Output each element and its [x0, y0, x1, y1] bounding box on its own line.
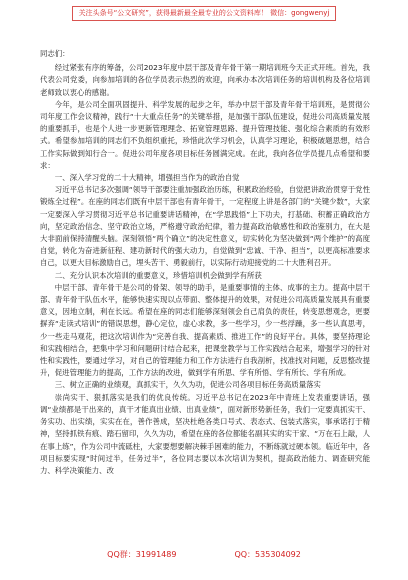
section-heading-3: 三、树立正确的业绩观，真抓实干，久久为功，促进公司各项目标任务高质量落实: [54, 380, 321, 390]
top-banner: [0, 0, 408, 26]
salutation: 同志们：: [40, 49, 70, 58]
intro-paragraph: 经过紧张有序的筹备，公司2023年度中层干部及青年骨干第一期培训班今天正式开班。首先，我代表公司党委，向参加培训的各位学员表示热烈的欢迎，向承办本次培训任务的培训机构及各位培训老师致以衷心的感谢。: [40, 63, 370, 97]
promo-notice: 关注头条号“公文研究”，获得最新最全最专业的公文资料库！ 微信：gongwenyj: [72, 6, 337, 21]
section-2-paragraph: 中层干部、青年骨干是公司的骨架、领导的助手，是重要事情的主体、成事的主力。提高中层干部、青年骨干队伍水平，能够快速实现以点带面、整体提升的效果，对促进公司高质量发展具有重要意义，因地立制，利在长远。希望在座的同志们能够深刻领会自己肩负的责任，转变思想观念，更要摒弃“走读式培训”的错误思想，静心定位，虚心求教，多一些学习，少一些浮躁，多一些认真思考，少一些走马观花，把这次培训作为“完善自我、提高素质、推进工作”的良好平台。具体，要坚持理论和实践相结合，把集中学习和问题研讨结合起来，把课堂教学与工作实践结合起来，增强学习的针对性和实践性，要通过学习，对自己的管理能力和工作方法进行自我剖析，找准找对问题，反思整改提升，促进管理能力的提高，工作方法的改进，做到学有所思、学有所悟、学有所长、学有所成。: [40, 282, 370, 378]
qq-group: QQ群：31991489: [107, 550, 177, 559]
section-1-paragraph: 习近平总书记多次强调“领导干部要注重加强政治历练，积累政治经验，自觉把讲政治贯穿于党性锻炼全过程”。在座的同志们既有中层干部也有青年骨干，一定程度上讲是各部门的“关键少数”，大家一定要深入学习贯彻习近平总书记重要讲话精神，在“学思践悟”上下功夫，打基础、积蓄正确政治方向，坚定政治信念、坚守政治立场，严格遵守政治纪律，着力提高政治敏感性和政治鉴别力，在大是大非面前保持清醒头脑。深刻领悟“两个确立”的决定性意义，切实转化为坚决做到“两个维护”的高度自觉，转化为奋进新征程、建功新时代的强大动力，自觉做到“忠诚、干净、担当”，以更高标准要求自己，以更大目标激励自己，埋头苦干、勇毅前行，以实际行动迎接党的二十大胜利召开。: [40, 185, 370, 268]
qq-contact: QQ：535304092: [234, 550, 301, 559]
section-3-paragraph: 崇尚实干、狠抓落实是我们的优良传统。习近平总书记在2023年中青班上发表重要讲话，强调“业绩都是干出来的，真干才能真出业绩、出真业绩”，面对新形势新任务，我们一定要真抓实干、务实功、出实绩，实实在在，善作善成，坚决杜绝各类口号式、表态式、包装式落实，事承诺打于精神，坚持抓铁有痕、踏石留印，久久为功，希望在座的各位都能名副其实的实干家、“万在石上敲，人在事上练”，作为公司中流砥柱，大家要想要解决棘手困难的能力，不断练就过硬本领。临近年中，各项目标要实现“时间过半，任务过半”，各位同志要以本次培训为契机，提高政治能力、调查研究能力、科学决策能力、改: [40, 392, 370, 475]
section-heading-2: 二、充分认识本次培训的重要意义，珍惜培训机会做到学有所获: [54, 270, 262, 280]
context-paragraph: 今年，是公司全面巩固提升、科学发展的起步之年，举办中层干部及青年骨干培训班，是贯彻公司年度工作会议精神，践行“十大重点任务”的关键举措，是加强干部队伍建设，促进公司高质量发展的重要抓手，也是个人进一步更新管理理念、拓宽管理思路、提升管理技能、强化综合素质的有效形式。希望参加培训的同志们不负组织重托，珍惜此次学习机会，认真学习理论，积极破题思想，结合工作实际做到知行合一。促进公司年度各项目标任务圆满完成。在此，我向各位学员提几点希望和要求：: [40, 99, 370, 170]
footer: [0, 549, 408, 560]
section-heading-1: 一、深入学习党的二十大精神，增强担当作为的政治自觉: [54, 173, 240, 183]
document-body: [40, 48, 370, 477]
